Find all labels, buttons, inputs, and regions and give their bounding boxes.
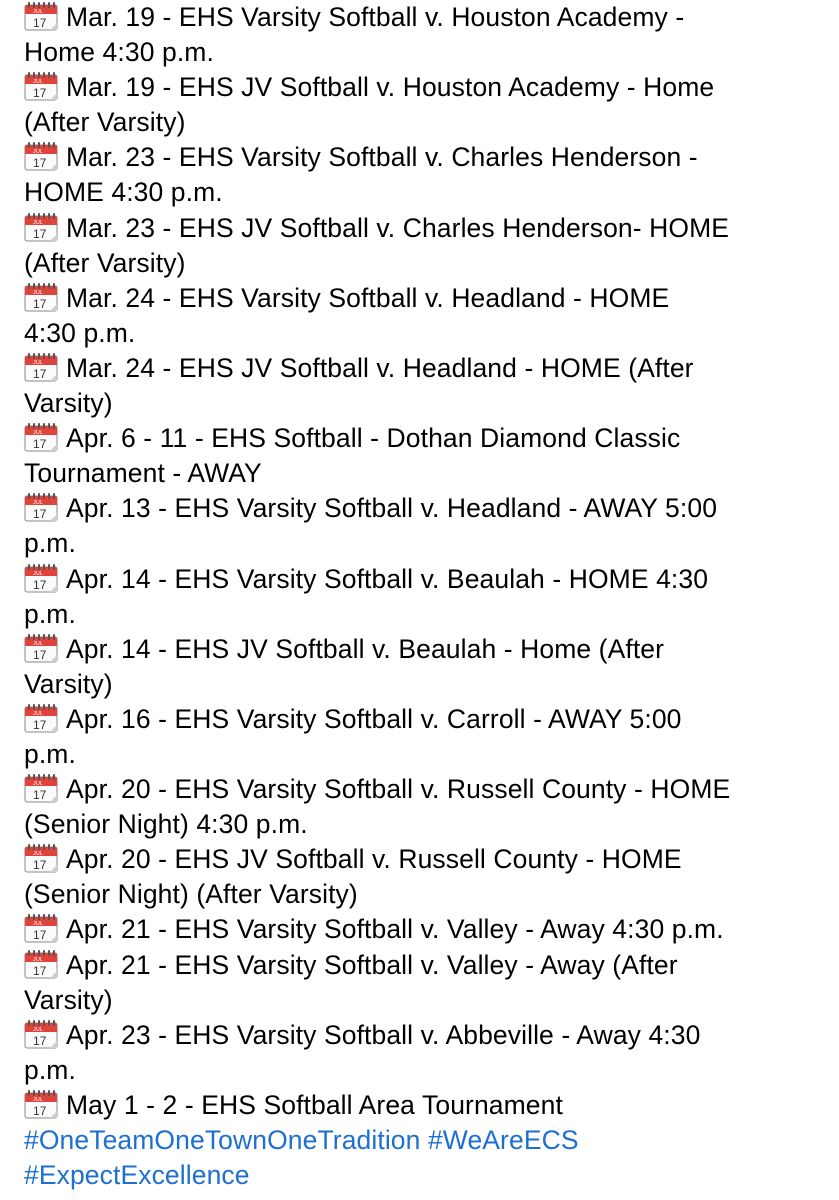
calendar-icon [24, 141, 58, 171]
schedule-text: Mar. 24 - EHS Varsity Softball v. Headland - HOME [66, 282, 670, 313]
hashtag-link[interactable]: #ExpectExcellence [24, 1160, 250, 1191]
calendar-icon [24, 1, 58, 31]
svg-text:JUL: JUL [33, 500, 44, 507]
schedule-text: Varsity) [24, 668, 113, 699]
schedule-text: Apr. 16 - EHS Varsity Softball v. Carroll - AWAY 5:00 [66, 703, 682, 734]
schedule-entry-line [24, 632, 824, 667]
schedule-entry-line [24, 562, 824, 597]
schedule-text: May 1 - 2 - EHS Softball Area Tournament [66, 1089, 563, 1120]
svg-text:17: 17 [33, 1033, 47, 1048]
schedule-entry-line [24, 421, 824, 456]
schedule-entry-continuation [24, 1053, 824, 1088]
calendar-icon [24, 949, 58, 979]
schedule-text: Apr. 21 - EHS Varsity Softball v. Valley - Away 4:30 p.m. [66, 914, 724, 945]
schedule-text: Mar. 19 - EHS JV Softball v. Houston Academy - Home [66, 72, 715, 103]
svg-text:JUL: JUL [33, 79, 44, 86]
schedule-text: Mar. 19 - EHS Varsity Softball v. Houston Academy - [66, 2, 685, 32]
calendar-icon [24, 282, 58, 312]
schedule-entry-line [24, 491, 824, 526]
hashtag-line [24, 1123, 824, 1158]
calendar-icon [24, 422, 58, 452]
schedule-text: p.m. [24, 598, 76, 629]
schedule-text: Home 4:30 p.m. [24, 37, 214, 68]
schedule-entry-continuation [24, 316, 824, 351]
schedule-entry-line [24, 140, 824, 175]
schedule-entry-continuation [24, 737, 824, 772]
schedule-entry-continuation [24, 597, 824, 632]
svg-text:17: 17 [33, 577, 47, 592]
calendar-icon [24, 843, 58, 873]
schedule-entry-continuation [24, 807, 824, 842]
schedule-entry-line [24, 1018, 824, 1053]
schedule-entry-line [24, 0, 824, 35]
schedule-text: Apr. 14 - EHS Varsity Softball v. Beaulah - HOME 4:30 [66, 563, 709, 594]
svg-text:17: 17 [33, 717, 47, 732]
calendar-icon [24, 1019, 58, 1049]
schedule-entry-line [24, 70, 824, 105]
svg-text:JUL: JUL [33, 710, 44, 717]
svg-text:JUL: JUL [33, 640, 44, 647]
schedule-entry-line [24, 948, 824, 983]
schedule-text: Varsity) [24, 388, 113, 419]
svg-text:17: 17 [33, 156, 47, 171]
svg-text:JUL: JUL [33, 921, 44, 928]
hashtag-link[interactable]: #WeAreECS [427, 1125, 579, 1155]
schedule-text: Tournament - AWAY [24, 458, 262, 489]
schedule-entry-line [24, 912, 824, 947]
schedule-text: Apr. 14 - EHS JV Softball v. Beaulah - Home (After [66, 633, 665, 664]
schedule-text: HOME 4:30 p.m. [24, 177, 223, 208]
schedule-entry-continuation [24, 246, 824, 281]
svg-text:17: 17 [33, 928, 47, 943]
calendar-icon [24, 773, 58, 803]
schedule-text: Mar. 23 - EHS JV Softball v. Charles Henderson- HOME [66, 212, 730, 243]
calendar-icon [24, 212, 58, 242]
svg-text:17: 17 [33, 226, 47, 241]
schedule-text: Apr. 20 - EHS Varsity Softball v. Russell County - HOME [66, 774, 731, 805]
schedule-entry-continuation [24, 456, 824, 491]
svg-text:JUL: JUL [33, 359, 44, 366]
schedule-text: 4:30 p.m. [24, 317, 136, 348]
svg-text:JUL: JUL [33, 9, 44, 15]
svg-text:17: 17 [33, 86, 47, 101]
svg-text:JUL: JUL [33, 851, 44, 858]
svg-text:JUL: JUL [33, 219, 44, 226]
schedule-text: Apr. 6 - 11 - EHS Softball - Dothan Diamond Classic [66, 423, 681, 454]
calendar-icon [24, 71, 58, 101]
svg-text:JUL: JUL [33, 289, 44, 296]
schedule-entry-continuation [24, 175, 824, 210]
schedule-text: (Senior Night) 4:30 p.m. [24, 809, 308, 840]
calendar-icon [24, 703, 58, 733]
schedule-text: p.m. [24, 738, 76, 769]
hashtag-line [24, 1158, 824, 1193]
schedule-entry-continuation [24, 526, 824, 561]
svg-text:JUL: JUL [33, 149, 44, 156]
schedule-entry-continuation [24, 667, 824, 702]
schedule-text: (After Varsity) [24, 247, 186, 278]
svg-text:JUL: JUL [33, 570, 44, 577]
schedule-text: p.m. [24, 1054, 76, 1085]
schedule-text: (After Varsity) [24, 107, 186, 138]
calendar-icon [24, 1089, 58, 1119]
schedule-entry-line [24, 842, 824, 877]
schedule-text: Mar. 23 - EHS Varsity Softball v. Charles Henderson - [66, 142, 698, 173]
calendar-icon [24, 492, 58, 522]
post-body [24, 0, 824, 1193]
svg-text:17: 17 [33, 16, 47, 30]
svg-text:JUL: JUL [33, 1096, 44, 1103]
schedule-entry-continuation [24, 386, 824, 421]
schedule-entry-line [24, 351, 824, 386]
svg-text:17: 17 [33, 963, 47, 978]
schedule-entry-continuation [24, 105, 824, 140]
schedule-text: Apr. 23 - EHS Varsity Softball v. Abbeville - Away 4:30 [66, 1019, 701, 1050]
schedule-text: Apr. 21 - EHS Varsity Softball v. Valley - Away (After [66, 949, 678, 980]
svg-text:17: 17 [33, 788, 47, 803]
svg-text:17: 17 [33, 647, 47, 662]
schedule-entry-line [24, 1088, 824, 1123]
schedule-text: (Senior Night) (After Varsity) [24, 879, 358, 910]
svg-text:17: 17 [33, 507, 47, 522]
schedule-entry-line [24, 702, 824, 737]
calendar-icon [24, 913, 58, 943]
schedule-entry-line [24, 772, 824, 807]
schedule-text: Mar. 24 - EHS JV Softball v. Headland - HOME (After [66, 352, 694, 383]
calendar-icon [24, 633, 58, 663]
svg-text:JUL: JUL [33, 1026, 44, 1033]
schedule-text: p.m. [24, 528, 76, 559]
svg-text:17: 17 [33, 366, 47, 381]
calendar-icon [24, 563, 58, 593]
schedule-text: Apr. 20 - EHS JV Softball v. Russell County - HOME [66, 844, 682, 875]
svg-text:17: 17 [33, 858, 47, 873]
schedule-entry-continuation [24, 35, 824, 70]
schedule-entry-continuation [24, 877, 824, 912]
svg-text:JUL: JUL [33, 956, 44, 963]
svg-text:17: 17 [33, 437, 47, 452]
svg-text:17: 17 [33, 1103, 47, 1118]
svg-text:JUL: JUL [33, 430, 44, 437]
calendar-icon [24, 352, 58, 382]
hashtag-link[interactable]: #OneTeamOneTownOneTradition [24, 1125, 421, 1155]
svg-text:17: 17 [33, 296, 47, 311]
schedule-entry-continuation [24, 983, 824, 1018]
schedule-text: Varsity) [24, 984, 113, 1015]
schedule-text: Apr. 13 - EHS Varsity Softball v. Headland - AWAY 5:00 [66, 493, 718, 524]
schedule-entry-line [24, 281, 824, 316]
schedule-entry-line [24, 211, 824, 246]
svg-text:JUL: JUL [33, 781, 44, 788]
